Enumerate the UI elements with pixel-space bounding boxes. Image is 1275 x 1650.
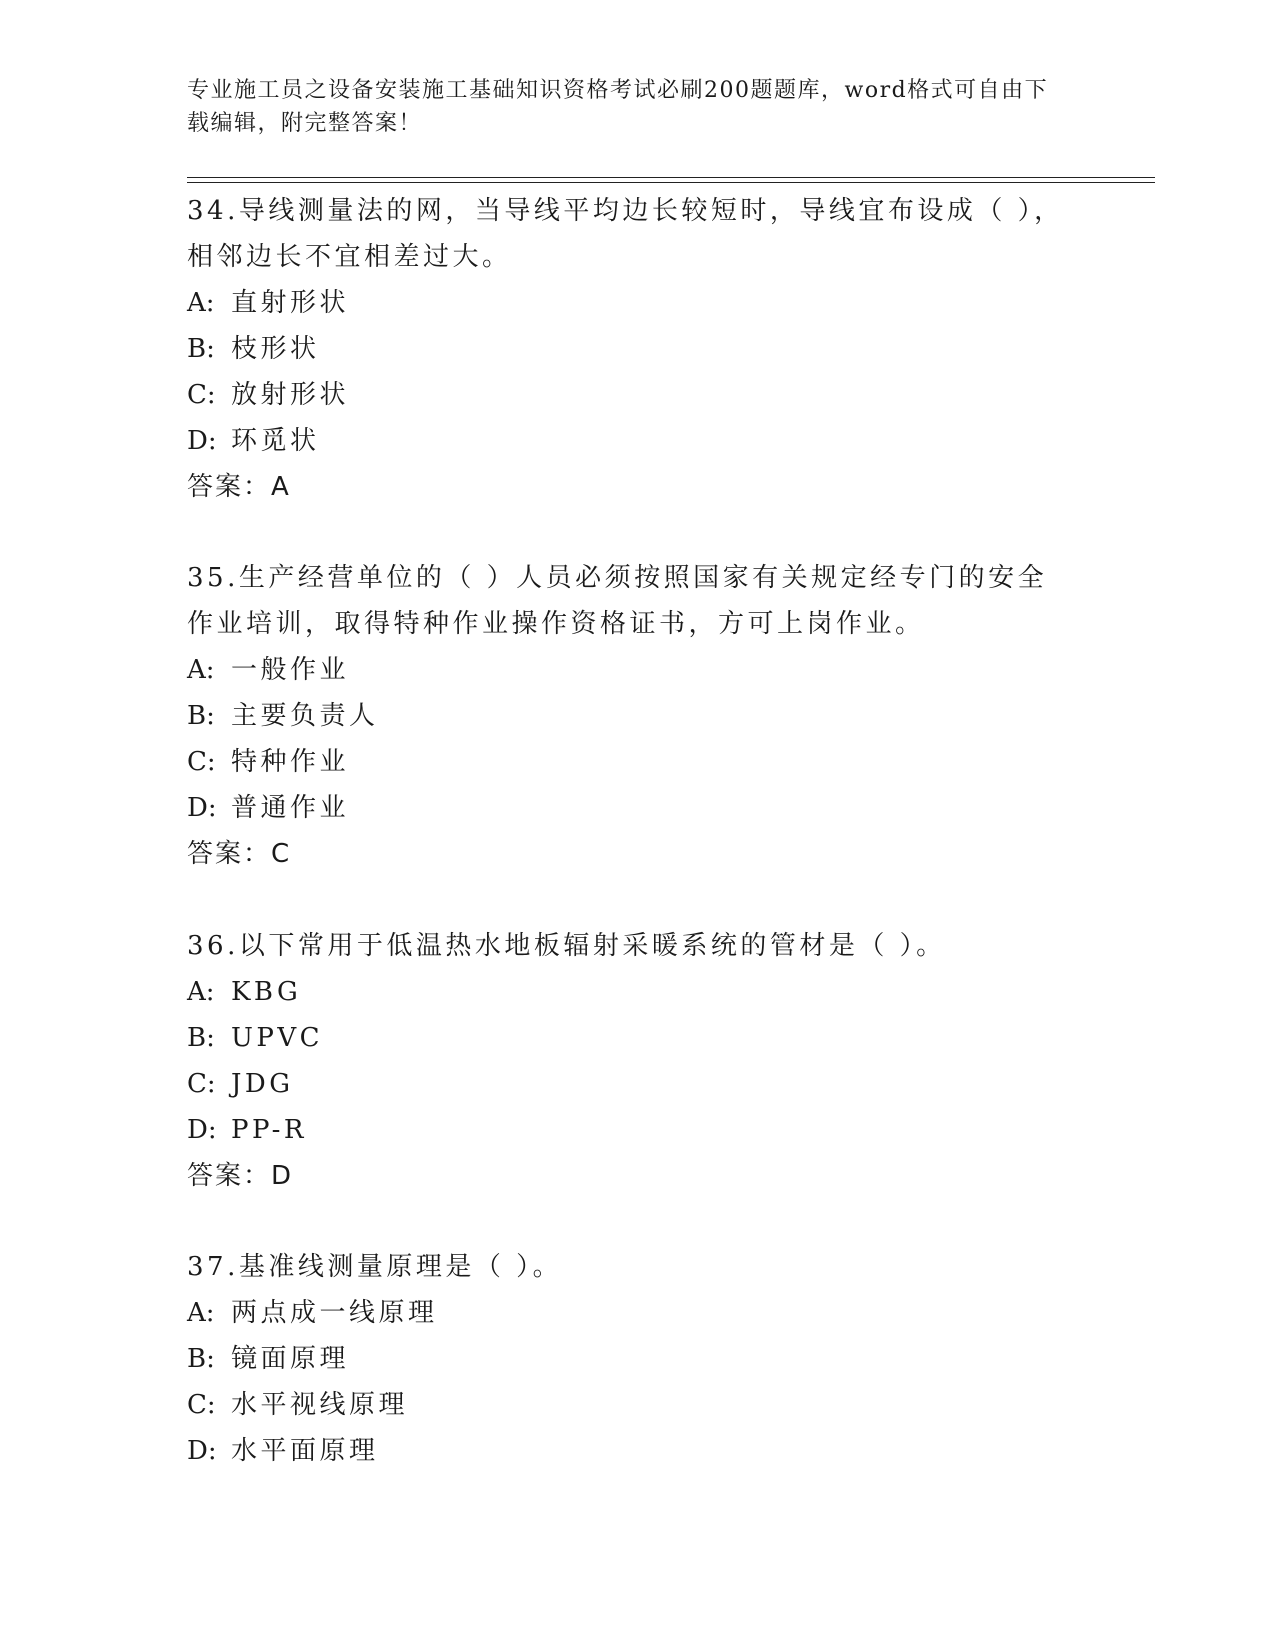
- option-text: 主要负责人: [231, 701, 379, 731]
- option-b: [187, 1015, 1067, 1061]
- question-34: [187, 188, 1067, 510]
- option-text: 直射形状: [231, 288, 350, 318]
- document-header: 专业施工员之设备安装施工基础知识资格考试必刷200题题库，word格式可自由下载编辑，附完整答案！: [187, 78, 1049, 136]
- option-b: [187, 326, 1067, 372]
- option-letter: C:: [187, 1390, 216, 1420]
- option-text: 水平面原理: [231, 1436, 379, 1466]
- question-stem: 37.基准线测量原理是（ ）。: [187, 1252, 563, 1282]
- option-d: [187, 785, 1067, 831]
- option-a: [187, 969, 1067, 1015]
- option-letter: D:: [187, 426, 217, 456]
- option-letter: D:: [187, 1115, 217, 1145]
- option-letter: D:: [187, 1436, 217, 1466]
- option-text: 枝形状: [231, 334, 320, 364]
- option-a: [187, 280, 1067, 326]
- option-text: UPVC: [231, 1023, 324, 1053]
- option-letter: B:: [187, 1023, 215, 1053]
- option-b: [187, 1336, 1067, 1382]
- option-text: 放射形状: [231, 380, 350, 410]
- option-text: KBG: [231, 977, 302, 1007]
- option-text: 一般作业: [231, 655, 350, 685]
- option-text: PP-R: [231, 1115, 307, 1145]
- option-letter: C:: [187, 747, 216, 777]
- option-letter: B:: [187, 334, 215, 364]
- option-text: JDG: [231, 1069, 294, 1099]
- option-letter: A:: [187, 655, 215, 685]
- option-c: [187, 1061, 1067, 1107]
- option-text: 水平视线原理: [231, 1390, 409, 1420]
- question-36: [187, 923, 1067, 1199]
- option-letter: B:: [187, 1344, 215, 1374]
- question-37: [187, 1244, 1067, 1474]
- option-letter: A:: [187, 977, 215, 1007]
- option-text: 特种作业: [231, 747, 350, 777]
- option-letter: A:: [187, 288, 215, 318]
- option-letter: D:: [187, 793, 217, 823]
- option-a: [187, 647, 1067, 693]
- option-text: 镜面原理: [231, 1344, 350, 1374]
- option-letter: C:: [187, 1069, 216, 1099]
- question-stem: 36.以下常用于低温热水地板辐射采暖系统的管材是（ ）。: [187, 931, 946, 961]
- option-d: [187, 418, 1067, 464]
- option-d: [187, 1428, 1067, 1474]
- header-divider-top: [187, 177, 1155, 178]
- option-d: [187, 1107, 1067, 1153]
- option-b: [187, 693, 1067, 739]
- answer-line: 答案：D: [187, 1161, 294, 1191]
- option-c: [187, 372, 1067, 418]
- answer-line: 答案：C: [187, 839, 292, 869]
- question-stem: 35.生产经营单位的（ ）人员必须按照国家有关规定经专门的安全作业培训，取得特种作业操作资格证书，方可上岗作业。: [187, 563, 1048, 639]
- question-stem: 34.导线测量法的网，当导线平均边长较短时，导线宜布设成（ ），相邻边长不宜相差过大。: [187, 196, 1064, 272]
- option-letter: B:: [187, 701, 215, 731]
- option-a: [187, 1290, 1067, 1336]
- option-text: 普通作业: [231, 793, 350, 823]
- question-35: [187, 555, 1067, 877]
- header-divider-bottom: [187, 182, 1155, 183]
- option-letter: C:: [187, 380, 216, 410]
- option-c: [187, 1382, 1067, 1428]
- option-text: 两点成一线原理: [231, 1298, 438, 1328]
- option-c: [187, 739, 1067, 785]
- option-text: 环觅状: [231, 426, 320, 456]
- option-letter: A:: [187, 1298, 215, 1328]
- answer-line: 答案：A: [187, 472, 291, 502]
